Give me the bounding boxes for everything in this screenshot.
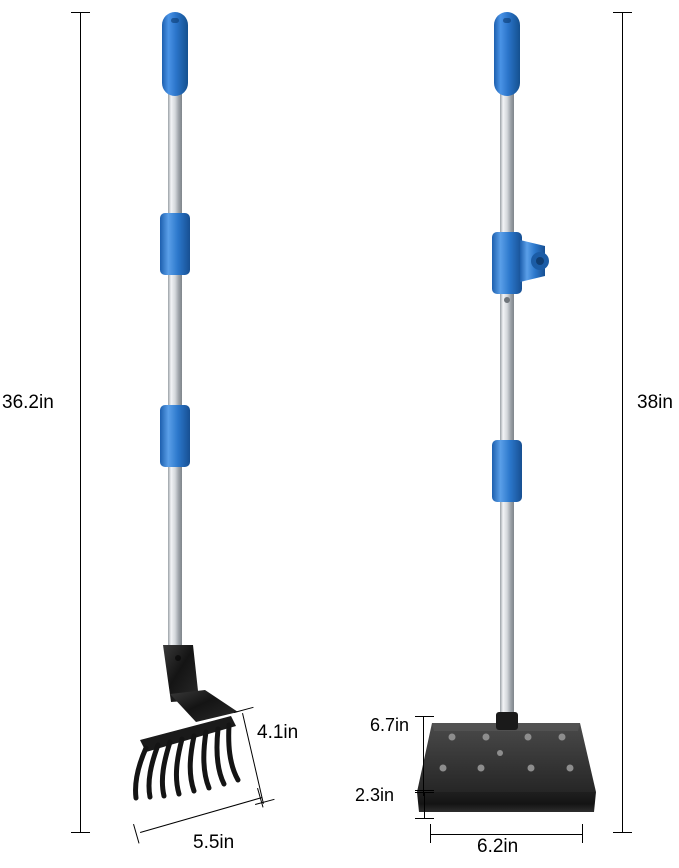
tray-depth-dimension-line	[423, 716, 424, 796]
rake-head-depth-tick-top	[234, 707, 254, 713]
right-height-dimension-line	[622, 12, 623, 832]
tray-height-tick-top	[415, 792, 434, 793]
left-height-dimension-line	[80, 12, 81, 832]
tray-depth-tick-top	[415, 716, 434, 717]
left-height-tick-bottom	[71, 832, 90, 833]
rake-head-width-dimension-line	[140, 797, 262, 833]
right-height-label: 38in	[637, 392, 673, 413]
rake-head-depth-tick-bottom	[255, 799, 275, 805]
tray-depth-label: 6.7in	[370, 715, 410, 735]
rake-head-depth-label: 4.1in	[257, 722, 299, 743]
rake-head-width-tick-left	[133, 824, 139, 844]
tray-width-tick-right	[582, 824, 583, 843]
tray-width-tick-left	[430, 824, 431, 843]
tray-height-label: 2.3in	[355, 785, 395, 805]
left-height-label: 36.2in	[2, 392, 54, 413]
rake-head-width-label: 5.5in	[193, 832, 235, 853]
tray-depth-tick-bottom	[415, 790, 434, 791]
right-height-tick-bottom	[613, 832, 632, 833]
right-height-tick-top	[613, 12, 632, 13]
tray-height-dimension-line	[424, 792, 425, 818]
left-height-tick-top	[71, 12, 90, 13]
tray-height-tick-bottom	[415, 818, 434, 819]
tray-width-label: 6.2in	[477, 836, 519, 857]
tray-width-dimension-line	[430, 834, 582, 835]
